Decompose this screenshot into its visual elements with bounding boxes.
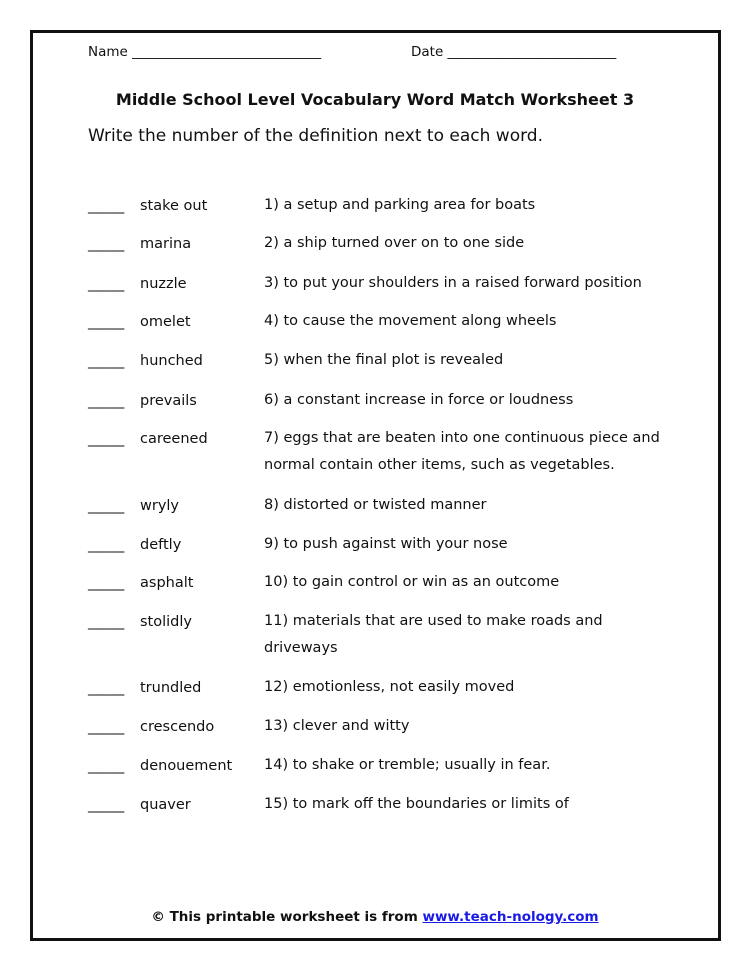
definition: 6) a constant increase in force or loudness xyxy=(264,392,574,408)
answer-blank[interactable]: _____ xyxy=(88,537,125,553)
definition: 5) when the final plot is revealed xyxy=(264,352,504,368)
vocab-word: trundled xyxy=(140,680,202,696)
answer-blank[interactable]: _____ xyxy=(88,314,125,330)
footer-link[interactable]: www.teach-nology.com xyxy=(422,909,599,925)
definition: 2) a ship turned over on to one side xyxy=(264,235,525,251)
answer-blank[interactable]: _____ xyxy=(88,797,125,813)
vocab-word: denouement xyxy=(140,758,233,774)
answer-blank[interactable]: _____ xyxy=(88,353,125,369)
definition: 11) materials that are used to make roads and driveways xyxy=(264,613,603,656)
vocab-word: hunched xyxy=(140,353,203,369)
answer-blank[interactable]: _____ xyxy=(88,758,125,774)
instructions: Write the number of the definition next to each word. xyxy=(88,126,543,146)
vocab-word: crescendo xyxy=(140,719,215,735)
date-field: Date _________________________ xyxy=(411,44,617,60)
answer-blank[interactable]: _____ xyxy=(88,236,125,252)
name-field: Name ____________________________ xyxy=(88,44,322,60)
vocab-word: marina xyxy=(140,236,192,252)
definition: 12) emotionless, not easily moved xyxy=(264,679,515,695)
answer-blank[interactable]: _____ xyxy=(88,575,125,591)
definition: 1) a setup and parking area for boats xyxy=(264,197,536,213)
vocab-word: careened xyxy=(140,431,208,447)
vocab-word: deftly xyxy=(140,537,182,553)
definition: 7) eggs that are beaten into one continuous piece and normal contain other items, such as vegetables. xyxy=(264,430,660,473)
answer-blank[interactable]: _____ xyxy=(88,614,125,630)
vocab-word: quaver xyxy=(140,797,191,813)
answer-blank[interactable]: _____ xyxy=(88,680,125,696)
vocab-word: nuzzle xyxy=(140,276,187,292)
vocab-word: asphalt xyxy=(140,575,194,591)
answer-blank[interactable]: _____ xyxy=(88,198,125,214)
definition: 8) distorted or twisted manner xyxy=(264,497,487,513)
definition: 14) to shake or tremble; usually in fear. xyxy=(264,757,551,773)
definition: 9) to push against with your nose xyxy=(264,536,508,552)
definition: 15) to mark off the boundaries or limits of xyxy=(264,796,569,812)
answer-blank[interactable]: _____ xyxy=(88,393,125,409)
vocab-word: stake out xyxy=(140,198,208,214)
vocab-word: omelet xyxy=(140,314,191,330)
vocab-word: wryly xyxy=(140,498,180,514)
definition: 10) to gain control or win as an outcome xyxy=(264,574,560,590)
definition: 4) to cause the movement along wheels xyxy=(264,313,557,329)
vocab-word: stolidly xyxy=(140,614,192,630)
worksheet-title: Middle School Level Vocabulary Word Match Worksheet 3 xyxy=(115,90,635,109)
answer-blank[interactable]: _____ xyxy=(88,498,125,514)
definition: 3) to put your shoulders in a raised forward position xyxy=(264,275,642,291)
definition: 13) clever and witty xyxy=(264,718,410,734)
footer xyxy=(0,909,750,925)
footer-text: © This printable worksheet is from xyxy=(151,909,423,925)
answer-blank[interactable]: _____ xyxy=(88,719,125,735)
answer-blank[interactable]: _____ xyxy=(88,431,125,447)
answer-blank[interactable]: _____ xyxy=(88,276,125,292)
vocab-word: prevails xyxy=(140,393,197,409)
